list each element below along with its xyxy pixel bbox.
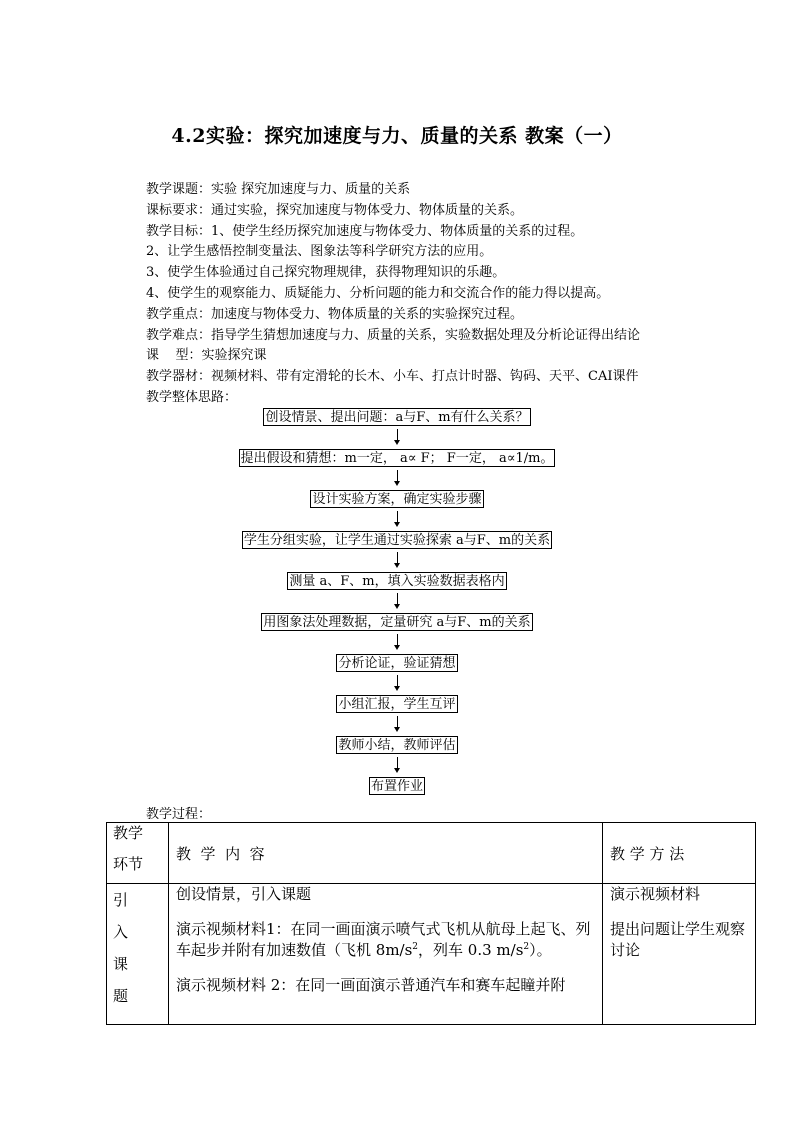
page-title: 4.2实验：探究加速度与力、质量的关系 教案（一） [171,125,623,147]
down-arrow-icon [392,754,402,777]
header-method [603,823,756,884]
flow-step: 分析论证，验证猜想 [338,656,456,671]
down-arrow-icon [392,672,402,695]
superscript: 2 [523,942,530,952]
process-table [106,822,756,1025]
flow-step: 教师小结，教师评估 [338,738,456,753]
flow-step: 设计实验方案，确定实验步骤 [312,492,482,507]
info-goal-1: 教学目标：1、使学生经历探究加速度与物体受力、物体质量的关系的过程。 [146,223,584,239]
stage-char: 入 [113,923,129,941]
process-label: 教学过程： [146,807,212,822]
content-cell [169,884,603,1025]
flow-step: 用图象法处理数据，定量研究 a与F、m的关系 [263,615,531,630]
info-standard: 课标要求：通过实验，探究加速度与物体受力、物体质量的关系。 [146,202,524,218]
flow-step: 提出假设和猜想：m一定， a∝ F； F一定， a∝1/m。 [240,451,554,466]
table-header-row [107,823,756,884]
info-goal-3: 3、使学生体验通过自己探究物理规律，获得物理知识的乐趣。 [146,265,506,281]
stage-char: 引 [113,891,129,909]
down-arrow-icon [392,549,402,572]
info-difficulty: 教学难点：指导学生猜想加速度与力、质量的关系，实验数据处理及分析论证得出结论 [146,327,641,343]
info-equipment: 教学器材：视频材料、带有定滑轮的长木、小车、打点计时器、钩码、天平、CAI课件 [146,369,639,385]
method-line: 提出问题让学生观察讨论 [610,920,746,959]
stage-cell [107,884,169,1025]
info-key-point: 教学重点：加速度与物体受力、物体质量的关系的实验探究过程。 [146,306,524,322]
header-stage-line1: 教学 [113,824,144,842]
down-arrow-icon [392,590,402,613]
content-text: ）。 [529,941,552,959]
stage-char: 题 [113,987,129,1005]
down-arrow-icon [392,631,402,654]
method-cell [603,884,756,1025]
header-content-label: 教 学 内 容 [176,844,265,863]
header-content [169,823,603,884]
header-method-label: 教 学 方 法 [610,844,685,863]
down-arrow-icon [392,508,402,531]
info-lesson-type: 课 型：实验探究课 [146,348,267,364]
content-line: 创设情景，引入课题 [176,885,312,903]
flow-step: 创设情景、提出问题：a与F、m有什么关系？ [265,410,529,425]
header-stage [107,823,169,884]
info-goal-4: 4、使学生的观察能力、质疑能力、分析问题的能力和交流合作的能力得以提高。 [146,285,610,301]
content-text: 演示视频材料1：在同一画面演示喷气式飞机从航母上起飞、列车起步并附有加速数值（飞机 8m/s [176,920,591,959]
lesson-info [146,180,640,409]
flow-step: 布置作业 [370,779,423,794]
down-arrow-icon [392,713,402,736]
superscript: 2 [412,942,419,952]
down-arrow-icon [392,467,402,490]
info-goal-2: 2、让学生感悟控制变量法、图象法等科学研究方法的应用。 [146,244,493,260]
content-text: ，列车 0.3 m/s [418,941,524,959]
flow-step: 学生分组实验，让学生通过实验探索 a与F、m的关系 [243,533,551,548]
header-stage-line2: 环节 [113,855,144,873]
info-overall-plan: 教学整体思路： [146,389,238,405]
down-arrow-icon [392,426,402,449]
method-line: 演示视频材料 [610,885,701,903]
content-line: 演示视频材料 2：在同一画面演示普通汽车和赛车起瞳并附 [176,976,566,994]
stage-char: 课 [113,955,129,973]
flow-step: 小组汇报，学生互评 [338,697,456,712]
flow-step: 测量 a、F、m，填入实验数据表格内 [289,574,505,589]
content-line [176,919,602,961]
info-topic: 教学课题：实验 探究加速度与力、质量的关系 [146,182,411,197]
table-row [107,884,756,1025]
flowchart [0,408,794,795]
